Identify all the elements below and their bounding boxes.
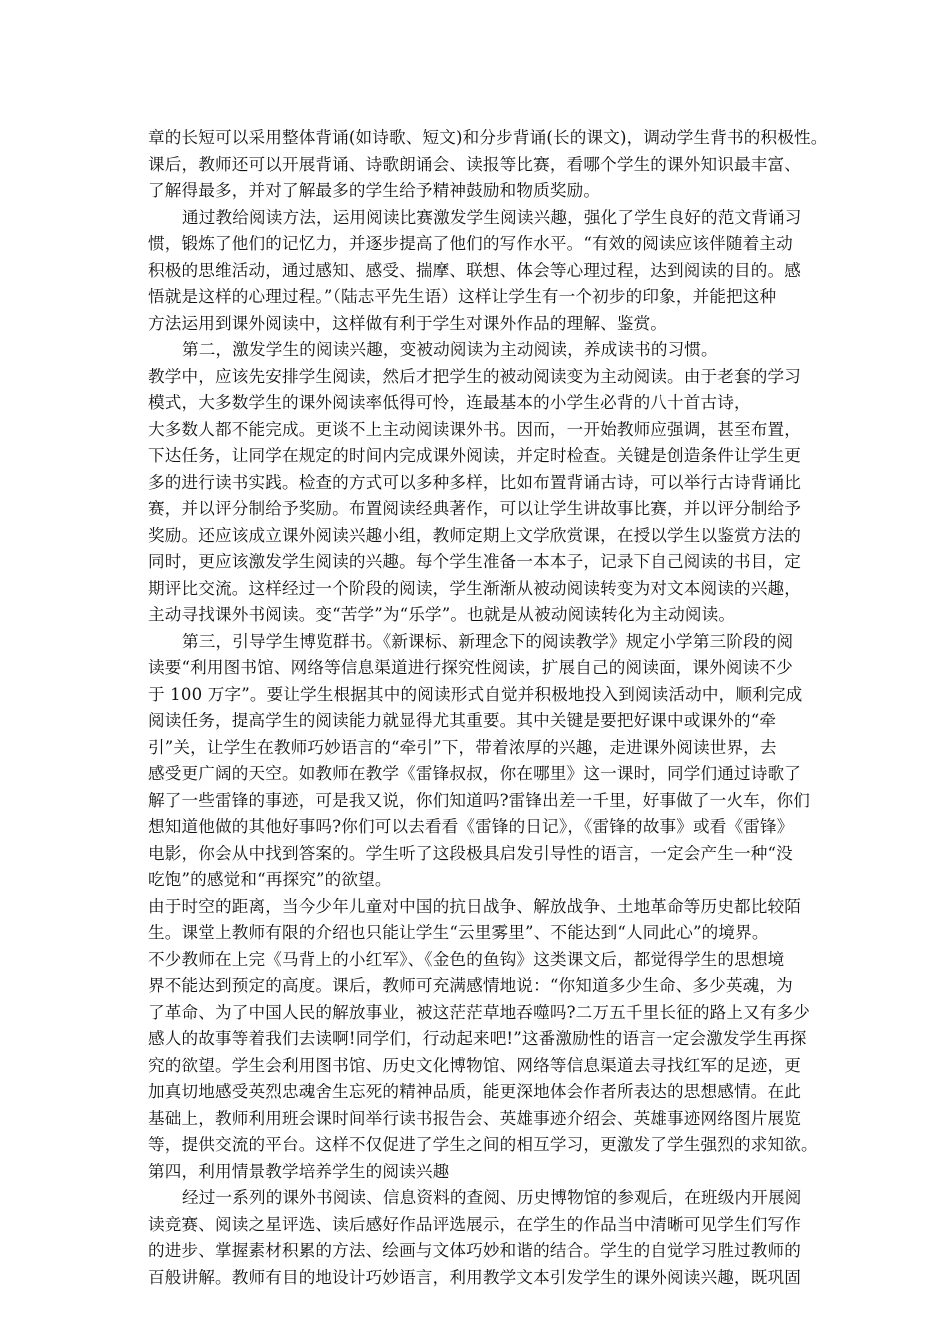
text-line: 究的欲望。学生会利用图书馆、历史文化博物馆、网络等信息渠道去寻找红军的足迹，更 [148, 1055, 802, 1075]
text-line: 百般讲解。教师有目的地设计巧妙语言，利用教学文本引发学生的课外阅读兴趣，既巩固 [148, 1267, 802, 1287]
text-line: 模式，大多数学生的课外阅读率低得可怜，连最基本的小学生必背的八十首古诗， [148, 393, 751, 412]
text-line: 想知道他做的其他好事吗?你们可以去看看《雷锋的日记》，《雷锋的故事》或看《雷锋》 [148, 817, 794, 836]
text-line: 了解得最多，并对了解最多的学生给予精神鼓励和物质奖励。 [148, 181, 601, 200]
text-line: 教学中，应该先安排学生阅读，然后才把学生的被动阅读变为主动阅读。由于老套的学习 [148, 366, 802, 386]
text-line: 基础上，教师利用班会课时间举行读书报告会、英雄事迹介绍会、英雄事迹网络图片展览 [148, 1108, 802, 1128]
text-line: 读竞赛、阅读之星评选、读后感好作品评选展示，在学生的作品当中清晰可见学生们写作 [148, 1214, 802, 1234]
text-line: 惯，锻炼了他们的记忆力，并逐步提高了他们的写作水平。“有效的阅读应该伴随着主动 [148, 234, 793, 253]
text-line: 奖励。还应该成立课外阅读兴趣小组，教师定期上文学欣赏课，在授以学生以鉴赏方法的 [148, 525, 802, 545]
text-line: 大多数人都不能完成。更谈不上主动阅读课外书。因而，一开始教师应强调，甚至布置， [148, 419, 802, 439]
text-line: 章的长短可以采用整体背诵(如诗歌、短文)和分步背诵(长的课文)，调动学生背书的积极性。 [148, 128, 828, 147]
text-line: 界不能达到预定的高度。课后，教师可充满感情地说：“你知道多少生命、多少英魂，为 [148, 976, 793, 995]
text-line: 多的进行读书实践。检查的方式可以多种多样，比如布置背诵古诗，可以举行古诗背诵比 [148, 472, 802, 492]
text-line: 下达任务，让同学在规定的时间内完成课外阅读，并定时检查。关键是创造条件让学生更 [148, 446, 802, 465]
text-line: 的进步、掌握素材积累的方法、绘画与文体巧妙和谐的结合。学生的自觉学习胜过教师的 [148, 1241, 802, 1260]
text-line: 读要“利用图书馆、网络等信息渠道进行探究性阅读，扩展自己的阅读面，课外阅读不少 [148, 658, 793, 677]
text-line: 解了一些雷锋的事迹，可是我又说，你们知道吗?雷锋出差一千里，好事做了一火车，你们 [148, 790, 811, 810]
text-line: 加真切地感受英烈忠魂舍生忘死的精神品质，能更深地体会作者所表达的思想感情。在此 [148, 1082, 802, 1101]
text-line: 同时，更应该激发学生阅读的兴趣。每个学生准备一本本子，记录下自己阅读的书目，定 [148, 552, 802, 571]
text-line: 悟就是这样的心理过程。”（陆志平先生语）这样让学生有一个初步的印象，并能把这种 [148, 287, 777, 306]
paragraph-first-line: 第二，激发学生的阅读兴趣，变被动阅读为主动阅读，养成读书的习惯。 [182, 340, 718, 359]
text-line: 积极的思维活动，通过感知、感受、揣摩、联想、体会等心理过程，达到阅读的目的。感 [148, 260, 802, 280]
text-line: 感受更广阔的天空。如教师在教学《雷锋叔叔，你在哪里》这一课时，同学们通过诗歌了 [148, 764, 802, 783]
text-line: 方法运用到课外阅读中，这样做有利于学生对课外作品的理解、鉴赏。 [148, 313, 668, 333]
text-line: 等，提供交流的平台。这样不仅促进了学生之间的相互学习，更激发了学生强烈的求知欲。 [148, 1135, 818, 1154]
text-line: 引”关，让学生在教师巧妙语言的“牵引”下，带着浓厚的兴趣，走进课外阅读世界，去 [148, 737, 777, 757]
text-line: 主动寻找课外书阅读。变“苦学”为“乐学”。也就是从被动阅读转化为主动阅读。 [148, 605, 736, 624]
text-line: 由于时空的距离，当今少年儿童对中国的抗日战争、解放战争、土地革命等历史都比较陌 [148, 896, 802, 916]
paragraph-first-line: 通过教给阅读方法，运用阅读比赛激发学生阅读兴趣，强化了学生良好的范文背诵习 [182, 207, 802, 227]
text-line: 吃饱”的感觉和“再探究”的欲望。 [148, 870, 392, 889]
text-line: 于 100 万字”。要让学生根据其中的阅读形式自觉并积极地投入到阅读活动中，顺利完成 [148, 684, 803, 704]
text-line: 第四，利用情景教学培养学生的阅读兴趣 [148, 1161, 450, 1181]
text-line: 课后，教师还可以开展背诵、诗歌朗诵会、读报等比赛，看哪个学生的课外知识最丰富、 [148, 154, 802, 174]
text-line: 不少教师在上完《马背上的小红军》、《金色的鱼钩》这类课文后，都觉得学生的思想境 [148, 949, 785, 969]
text-line: 了革命、为了中国人民的解放事业，被这茫茫草地吞噬吗?二万五千里长征的路上又有多少 [148, 1002, 811, 1022]
paragraph-first-line: 第三，引导学生博览群书。《新课标、新理念下的阅读教学》规定小学第三阶段的阅 [182, 631, 794, 651]
paragraph-first-line: 经过一系列的课外书阅读、信息资料的查阅、历史博物馆的参观后，在班级内开展阅 [182, 1188, 802, 1207]
text-line: 期评比交流。这样经过一个阶段的阅读，学生渐渐从被动阅读转变为对文本阅读的兴趣， [148, 578, 802, 598]
text-line: 生。课堂上教师有限的介绍也只能让学生“云里雾里”、不能达到“人同此心”的境界。 [148, 923, 769, 942]
text-line: 电影，你会从中找到答案的。学生听了这段极具启发引导性的语言，一定会产生一种“没 [148, 843, 793, 863]
text-line: 阅读任务，提高学生的阅读能力就显得尤其重要。其中关键是要把好课中或课外的“牵 [148, 711, 777, 730]
text-line: 赛，并以评分制给予奖励。布置阅读经典著作，可以让学生讲故事比赛，并以评分制给予 [148, 499, 802, 518]
text-line: 感人的故事等着我们去读啊!同学们，行动起来吧!”这番激励性的语言一定会激发学生再探 [148, 1029, 807, 1048]
document-body [148, 125, 828, 1291]
